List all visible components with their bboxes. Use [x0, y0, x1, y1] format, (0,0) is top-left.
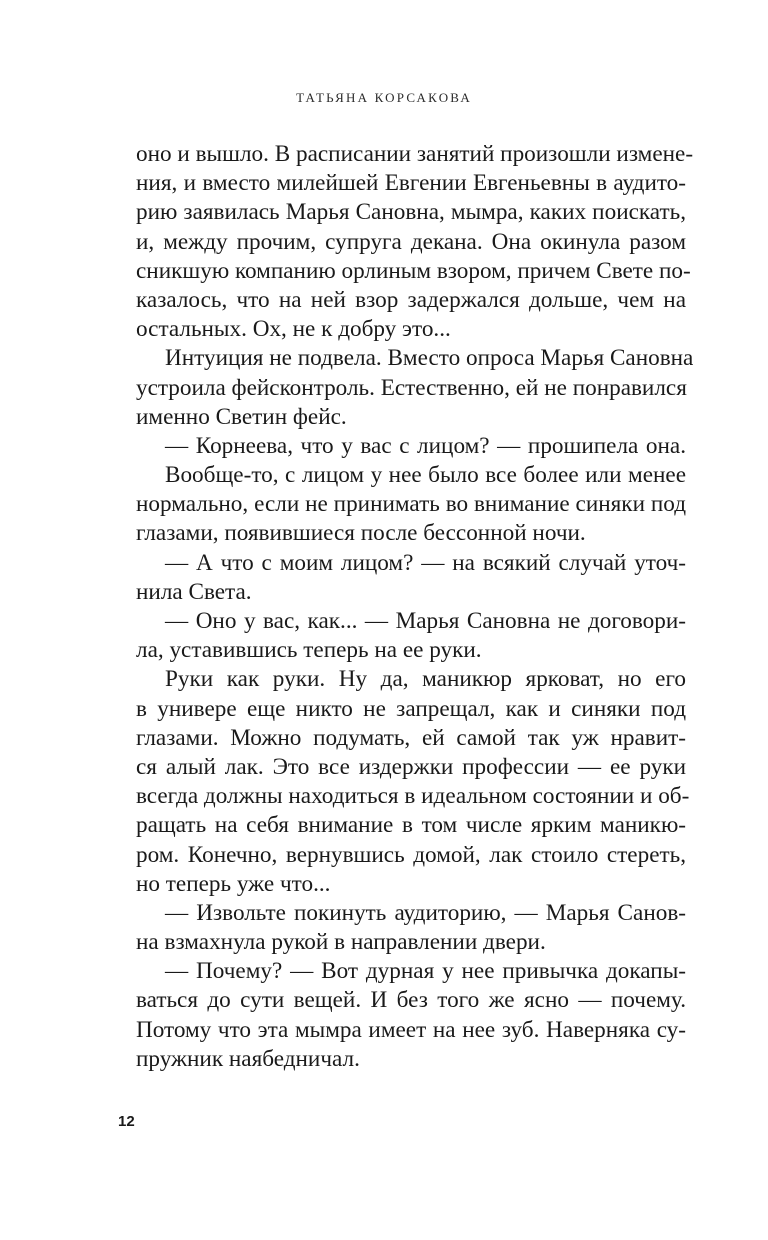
text-line: Интуиция не подвела. Вместо опроса Марья Сановна	[165, 345, 694, 372]
text-line: в универе еще никто не запрещал, как и синяки под	[136, 695, 686, 722]
text-line: ния, и вместо милейшей Евгении Евгеньевны в аудито-	[136, 170, 686, 197]
text-line: ром. Конечно, вернувшись домой, лак стоило стереть,	[136, 841, 686, 868]
text-line: глазами, появившиеся после бессонной ночи.	[136, 520, 586, 547]
text-line: — Корнеева, что у вас с лицом? — прошипела она.	[165, 432, 686, 459]
text-line: и, между прочим, супруга декана. Она окинула разом	[136, 228, 686, 255]
text-line: оно и вышло. В расписании занятий произошли измене-	[136, 141, 694, 167]
text-line: Вообще-то, с лицом у нее было все более или менее	[165, 462, 686, 489]
running-header: ТАТЬЯНА КОРСАКОВА	[296, 90, 472, 105]
text-line: ла, уставившись теперь на ее руки.	[136, 637, 482, 664]
text-line: всегда должны находиться в идеальном состоянии и об-	[136, 783, 690, 810]
text-line: ся алый лак. Это все издержки профессии — ее руки	[136, 753, 686, 780]
text-line: — Оно у вас, как... — Марья Сановна не договори-	[165, 608, 686, 634]
text-line: — А что с моим лицом? — на всякий случай уточ-	[165, 549, 686, 576]
text-line: остальных. Ох, не к добру это...	[136, 316, 451, 343]
text-line: глазами. Можно подумать, ей самой так уж нравит-	[136, 724, 686, 751]
text-line: — Извольте покинуть аудиторию, — Марья Санов-	[165, 899, 686, 926]
text-line: но теперь уже что...	[136, 870, 331, 897]
text-line: казалось, что на ней взор задержался дольше, чем на	[136, 286, 686, 313]
text-line: пружник наябедничал.	[136, 1045, 360, 1072]
text-line: рию заявилась Марья Сановна, мымра, каких поискать,	[136, 199, 686, 226]
text-line: устроила фейсконтроль. Естественно, ей не понравился	[136, 374, 687, 401]
text-line: Руки как руки. Ну да, маникюр ярковат, но его	[165, 666, 686, 693]
text-line: на взмахнула рукой в направлении двери.	[136, 929, 546, 956]
text-line: сникшую компанию орлиным взором, причем Свете по-	[136, 257, 691, 284]
text-line: нормально, если не принимать во внимание синяки под	[136, 491, 686, 518]
text-line: именно Светин фейс.	[136, 403, 347, 430]
page-number: 12	[118, 1113, 135, 1130]
text-line: — Почему? — Вот дурная у нее привычка докапы-	[165, 958, 686, 985]
text-line: ваться до сути вещей. И без того же ясно — почему.	[136, 987, 686, 1014]
text-line: Потому что эта мымра имеет на нее зуб. Наверняка су-	[136, 1016, 686, 1043]
text-line: нила Света.	[136, 578, 252, 605]
text-line: ращать на себя внимание в том числе ярким маникю-	[136, 812, 686, 839]
body-text	[136, 140, 694, 1074]
